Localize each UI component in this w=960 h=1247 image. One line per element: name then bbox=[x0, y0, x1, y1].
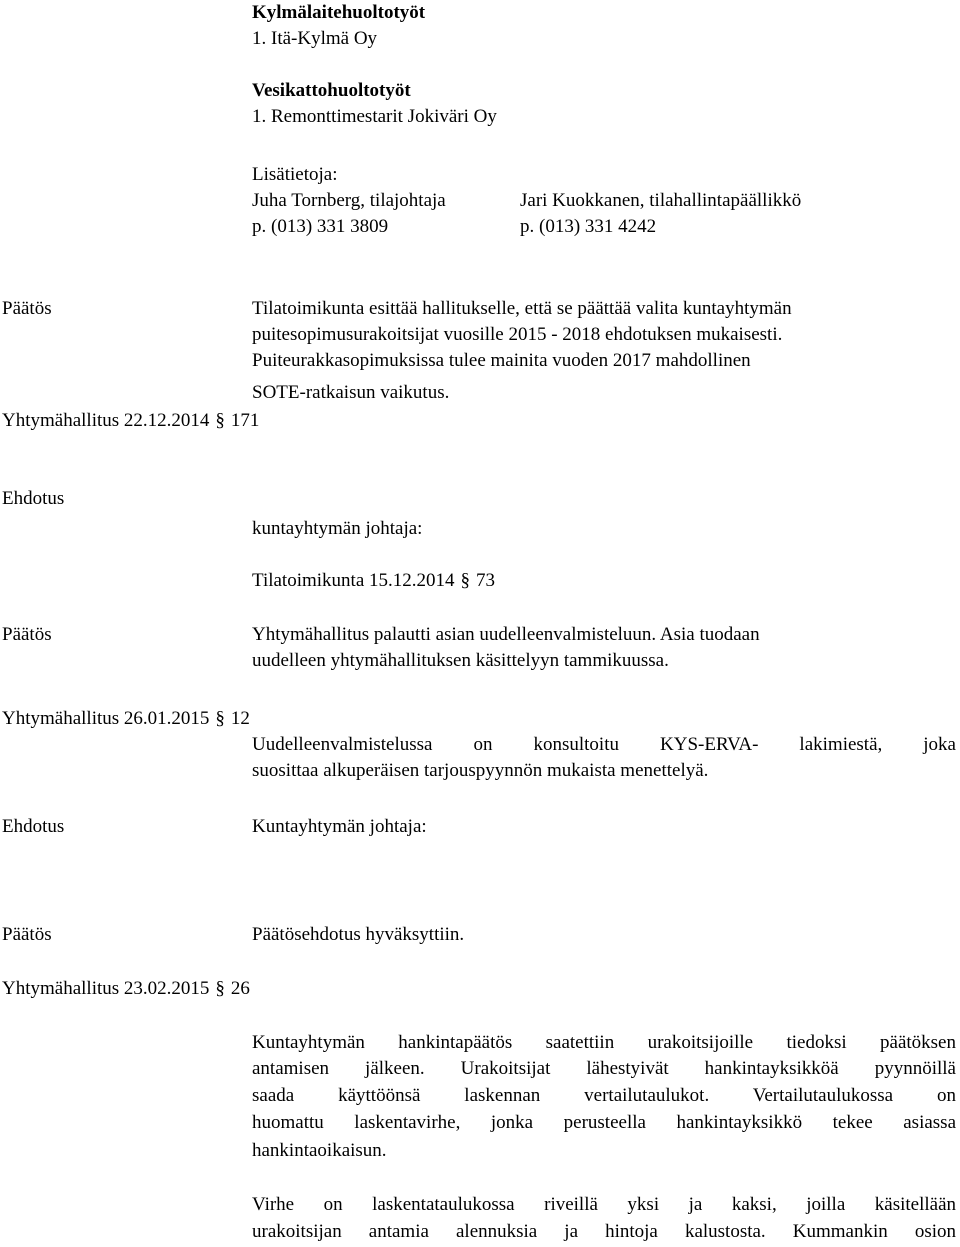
para1-line: antamisen jälkeen. Urakoitsijat lähestyivät hankintayksikköä pyynnöillä bbox=[252, 1058, 956, 1079]
decision3-label: Päätös bbox=[2, 924, 52, 945]
decision1-line: Puiteurakkasopimuksissa tulee mainita vuoden 2017 mahdollinen bbox=[252, 350, 751, 371]
meeting-body: Yhtymähallitus 23.02.2015 bbox=[2, 978, 210, 999]
meeting-number: 171 bbox=[230, 410, 260, 431]
proposal1-text: kuntayhtymän johtaja: bbox=[252, 518, 423, 539]
consult-line1: Uudelleenvalmistelussa on konsultoitu KYS-ERVA- lakimiestä, joka bbox=[252, 734, 956, 755]
cooling-item: 1. Itä-Kylmä Oy bbox=[252, 28, 378, 49]
meeting-number: 26 bbox=[230, 978, 250, 999]
contact2-phone: p. (013) 331 4242 bbox=[520, 216, 657, 237]
proposal2-text: Kuntayhtymän johtaja: bbox=[252, 816, 427, 837]
meeting3-heading bbox=[2, 976, 250, 1002]
meeting-body: Yhtymähallitus 22.12.2014 bbox=[2, 410, 210, 431]
para2-line: Virhe on laskentataulukossa riveillä yksi ja kaksi, joilla käsitellään bbox=[252, 1194, 956, 1215]
decision1-line: Tilatoimikunta esittää hallitukselle, että se päättää valita kuntayhtymän bbox=[252, 298, 792, 319]
para2-line: urakoitsijan antamia alennuksia ja hintoja kalustosta. Kummankin osion bbox=[252, 1221, 956, 1242]
section-sign: § bbox=[215, 410, 225, 431]
para1-line: Kuntayhtymän hankintapäätös saatettiin urakoitsijoille tiedoksi päätöksen bbox=[252, 1032, 956, 1053]
info-label: Lisätietoja: bbox=[252, 164, 338, 185]
consult-line2: suosittaa alkuperäisen tarjouspyynnön mukaista menettelyä. bbox=[252, 760, 709, 781]
section-sign: § bbox=[460, 570, 471, 591]
proposal2-label: Ehdotus bbox=[2, 816, 65, 837]
para1-line: hankintaoikaisun. bbox=[252, 1140, 387, 1161]
contact2-name: Jari Kuokkanen, tilahallintapäällikkö bbox=[520, 190, 802, 211]
meeting1-heading bbox=[2, 408, 259, 434]
proposal1-label: Ehdotus bbox=[2, 488, 65, 509]
roof-heading: Vesikattohuoltotyöt bbox=[252, 80, 411, 101]
decision1-line: SOTE-ratkaisun vaikutus. bbox=[252, 382, 450, 403]
section-sign: § bbox=[215, 708, 225, 729]
section-sign: § bbox=[215, 978, 225, 999]
roof-item: 1. Remonttimestarit Jokiväri Oy bbox=[252, 106, 497, 127]
decision3-text: Päätösehdotus hyväksyttiin. bbox=[252, 924, 465, 945]
contact1-name: Juha Tornberg, tilajohtaja bbox=[252, 190, 446, 211]
para1-line: saada käyttöönsä laskennan vertailutaulukot. Vertailutaulukossa on bbox=[252, 1085, 956, 1106]
meeting2-heading bbox=[2, 706, 250, 732]
meeting-body: Tilatoimikunta 15.12.2014 bbox=[252, 570, 455, 591]
para1-line: huomattu laskentavirhe, jonka perusteella hankintayksikkö tekee asiassa bbox=[252, 1112, 956, 1133]
decision2-line2: uudelleen yhtymähallituksen käsittelyyn tammikuussa. bbox=[252, 650, 669, 671]
decision2-label: Päätös bbox=[2, 624, 52, 645]
meeting-tila-heading bbox=[252, 568, 495, 594]
decision1-line: puitesopimusurakoitsijat vuosille 2015 - 2018 ehdotuksen mukaisesti. bbox=[252, 324, 783, 345]
meeting-body: Yhtymähallitus 26.01.2015 bbox=[2, 708, 210, 729]
decision2-line1: Yhtymähallitus palautti asian uudelleenvalmisteluun. Asia tuodaan bbox=[252, 624, 760, 645]
contact1-phone: p. (013) 331 3809 bbox=[252, 216, 389, 237]
decision1-label: Päätös bbox=[2, 298, 52, 319]
meeting-number: 73 bbox=[476, 570, 496, 591]
cooling-heading: Kylmälaitehuoltotyöt bbox=[252, 2, 426, 23]
meeting-number: 12 bbox=[230, 708, 250, 729]
